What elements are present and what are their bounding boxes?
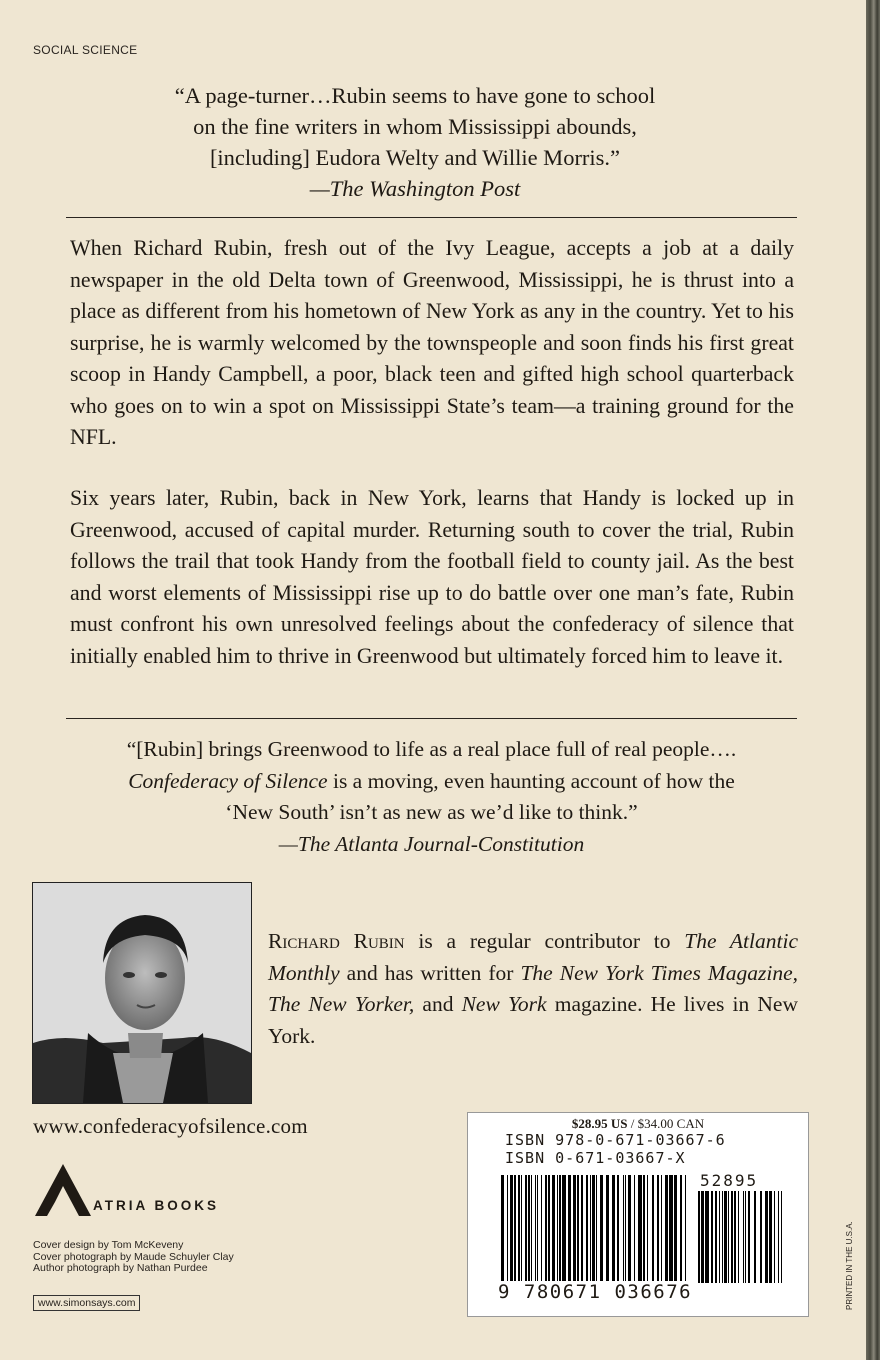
- book-title: Confederacy of Silence: [128, 768, 328, 793]
- publisher-logo: [33, 1164, 233, 1224]
- barcode-bar: [643, 1175, 645, 1281]
- barcode-bar: [760, 1191, 762, 1283]
- quote-attribution: —The Washington Post: [309, 176, 521, 201]
- author-bio: Richard Rubin is a regular contributor to The Atlantic Monthly and has written for The New York Times Magazine, The New Yorker, and New York magazine. He lives in New York.: [268, 929, 799, 1048]
- barcode-bar: [647, 1175, 648, 1281]
- barcode-bar: [701, 1191, 704, 1283]
- barcode-bar: [705, 1191, 709, 1283]
- quote-line: on the fine writers in whom Mississippi abounds,: [193, 114, 637, 139]
- barcode-bar: [586, 1175, 588, 1281]
- barcode-bar: [592, 1175, 595, 1281]
- quote-line: “A page-turner…Rubin seems to have gone to school: [174, 83, 656, 108]
- barcode-bar: [568, 1175, 571, 1281]
- quote-line: Confederacy of Silence is a moving, even haunting account of how the: [128, 768, 735, 793]
- barcode-bar: [545, 1175, 547, 1281]
- barcode-bar: [514, 1175, 516, 1281]
- barcode-bar: [722, 1191, 723, 1283]
- barcode-bar: [698, 1191, 700, 1283]
- barcode-bar: [724, 1191, 727, 1283]
- barcode-bar: [774, 1191, 775, 1283]
- bottom-review-quote: [66, 734, 797, 860]
- barcode-bar: [711, 1191, 713, 1283]
- barcode-bar: [748, 1191, 750, 1283]
- divider-rule: [66, 718, 797, 719]
- barcode-bar: [600, 1175, 603, 1281]
- credit-line: Cover photograph by Maude Schuyler Clay: [33, 1250, 234, 1263]
- simon-says-link[interactable]: www.simonsays.com: [33, 1295, 140, 1311]
- front-cover-edge: [866, 0, 880, 1360]
- author-name: Richard Rubin: [268, 929, 405, 953]
- publisher-name: ATRIA BOOKS: [93, 1198, 219, 1213]
- divider-rule: [66, 217, 797, 218]
- credit-line: Cover design by Tom McKeveny: [33, 1239, 184, 1251]
- publication-name: New York: [461, 992, 547, 1016]
- addon-barcode: [698, 1191, 788, 1285]
- barcode-bar: [617, 1175, 619, 1281]
- barcode-bar: [685, 1175, 686, 1281]
- website-link[interactable]: www.confederacyofsilence.com: [33, 1114, 308, 1138]
- barcode-bar: [661, 1175, 662, 1281]
- barcode-bar: [548, 1175, 550, 1281]
- ean-digits: 9 780671 036676: [498, 1281, 693, 1303]
- atria-logo-icon: [33, 1164, 93, 1220]
- barcode-bar: [596, 1175, 597, 1281]
- barcode-bar: [541, 1175, 542, 1281]
- barcode-bar: [781, 1191, 782, 1283]
- price-addon-code: 52895: [700, 1171, 759, 1190]
- barcode-bar: [652, 1175, 654, 1281]
- barcode-bar: [765, 1191, 768, 1283]
- barcode-bar: [606, 1175, 609, 1281]
- barcode-bar: [719, 1191, 720, 1283]
- publication-name: The New York Times Magazine, The New Yorker,: [268, 960, 799, 1016]
- author-photo-image: [33, 883, 251, 1103]
- barcode-bar: [552, 1175, 555, 1281]
- isbn-10: ISBN 0-671-03667-X: [505, 1149, 686, 1167]
- ean-barcode: [501, 1175, 691, 1285]
- barcode-bar: [674, 1175, 677, 1281]
- quote-line: “[Rubin] brings Greenwood to life as a real place full of real people….: [126, 737, 737, 761]
- barcode-bar: [628, 1175, 631, 1281]
- barcode-bar: [754, 1191, 756, 1283]
- price: [468, 1116, 808, 1132]
- barcode-bar: [669, 1175, 673, 1281]
- price-can: / $34.00 CAN: [627, 1116, 705, 1131]
- barcode-bar: [590, 1175, 591, 1281]
- author-photo: [32, 882, 252, 1104]
- quote-line: [including] Eudora Welty and Willie Morris.”: [209, 145, 621, 170]
- barcode-bar: [738, 1191, 739, 1283]
- barcode-bar: [510, 1175, 513, 1281]
- top-review-quote: [60, 80, 770, 204]
- barcode-bar: [715, 1191, 717, 1283]
- barcode-bar: [625, 1175, 626, 1281]
- barcode-bar: [778, 1191, 779, 1283]
- barcode-bar: [573, 1175, 576, 1281]
- barcode-bar: [562, 1175, 566, 1281]
- quote-line: ‘New South’ isn’t as new as we’d like to think.”: [225, 800, 638, 824]
- barcode-bar: [537, 1175, 538, 1281]
- credit-line: Author photograph by Nathan Purdee: [33, 1262, 208, 1274]
- barcode-bar: [638, 1175, 642, 1281]
- barcode-bar: [731, 1191, 733, 1283]
- book-back-cover: SOCIAL SCIENCE “A page-turner…Rubin seems to have gone to school on the fine writers in whom Mississippi abounds, [including] Eudora Welty and Willie Morris.” —The Washington Post When Richard Rubin, fresh out of the Ivy League, accepts a job at a daily newspaper in the old Delta town of Greenwood, Mississippi, he is thrust into a place as different from his hometown of New York as any in the country. Yet to his surprise, he is warmly welcomed by the townspeople and soon finds his first great scoop in Handy Campbell, a poor, black teen and gifted high school quarterback who goes on to win a spot on Mississippi State’s team—a training ground for the NFL. Six years later, Rubin, back in New York, learns that Handy is locked up in Greenwood, accused of capital murder. Returning south to cover the trial, Rubin follows the trail that took Handy from the football field to county jail. As the best and worst elements of Mississippi rise up to do battle over one man’s fate, Rubin must confront his own unresolved feelings about the confederacy of silence that initially enabled him to thrive in Greenwood but ultimately forced him to leave it. “[Rubin] brings Greenwood to life as a real place full of real people…. Confederacy of Silence is a moving, even haunting account of how the ‘New South’ isn’t as new as we’d like to think.” —The Atlanta Journal-Constitution Richard Rubin is a regular contributor to The Atlantic Monthly and has written for The New York Times Magazine, The New Yorker, and New York magazine. He lives in New York. www.confederacyofsilence.com ATRIA BOOKS Cover design by Tom McKeveny Cover photograph by Maude Schuyler Clay Author photograph by Nathan Purdee www.simonsays.com $28.95 US / $34.00 CAN ISBN 978-0-671-03667-6 ISBN 0-671-03667-X 52895 9 780671 036676 PRINTED IN THE U.S.A.: [0, 0, 880, 1360]
- barcode-bar: [743, 1191, 744, 1283]
- barcode-bar: [521, 1175, 522, 1281]
- barcode-bar: [518, 1175, 520, 1281]
- price-us: $28.95 US: [571, 1116, 628, 1131]
- barcode-bar: [769, 1191, 772, 1283]
- cover-credits: [33, 1240, 234, 1275]
- barcode-bar: [581, 1175, 583, 1281]
- isbn-13: ISBN 978-0-671-03667-6: [505, 1131, 726, 1149]
- description-paragraph: Six years later, Rubin, back in New York, learns that Handy is locked up in Greenwood, accused of capital murder. Returning south to cover the trial, Rubin follows the trail that took Handy from the football field to county jail. As the best and worst elements of Mississippi rise up to do battle over one man’s fate, Rubin must confront his own unresolved feelings about the confederacy of silence that initially enabled him to thrive in Greenwood but ultimately forced him to leave it.: [70, 486, 794, 668]
- barcode-bar: [734, 1191, 736, 1283]
- barcode-bar: [531, 1175, 532, 1281]
- barcode-bar: [507, 1175, 508, 1281]
- barcode-bar: [657, 1175, 659, 1281]
- barcode-bar: [559, 1175, 561, 1281]
- barcode-bar: [665, 1175, 668, 1281]
- barcode-bar: [680, 1175, 682, 1281]
- barcode-bar: [528, 1175, 530, 1281]
- barcode-bar: [577, 1175, 579, 1281]
- barcode-bar: [728, 1191, 729, 1283]
- barcode-bar: [634, 1175, 635, 1281]
- barcode-bar: [535, 1175, 536, 1281]
- barcode-bar: [745, 1191, 746, 1283]
- category-label: SOCIAL SCIENCE: [33, 43, 138, 57]
- barcode-bar: [623, 1175, 624, 1281]
- barcode-bar: [525, 1175, 527, 1281]
- barcode-bar: [612, 1175, 615, 1281]
- description-paragraph: When Richard Rubin, fresh out of the Ivy League, accepts a job at a daily newspaper in the old Delta town of Greenwood, Mississippi, he is thrust into a place as different from his hometown of New York as any in the country. Yet to his surprise, he is warmly welcomed by the townspeople and soon finds his first great scoop in Handy Campbell, a poor, black teen and gifted high school quarterback who goes on to win a spot on Mississippi State’s team—a training ground for the NFL.: [70, 236, 794, 449]
- quote-attribution: —The Atlanta Journal-Constitution: [278, 831, 585, 856]
- barcode-bar: [501, 1175, 504, 1281]
- barcode-box: [467, 1112, 809, 1317]
- publication-name: The Atlantic Monthly: [268, 929, 798, 985]
- barcode-bar: [557, 1175, 558, 1281]
